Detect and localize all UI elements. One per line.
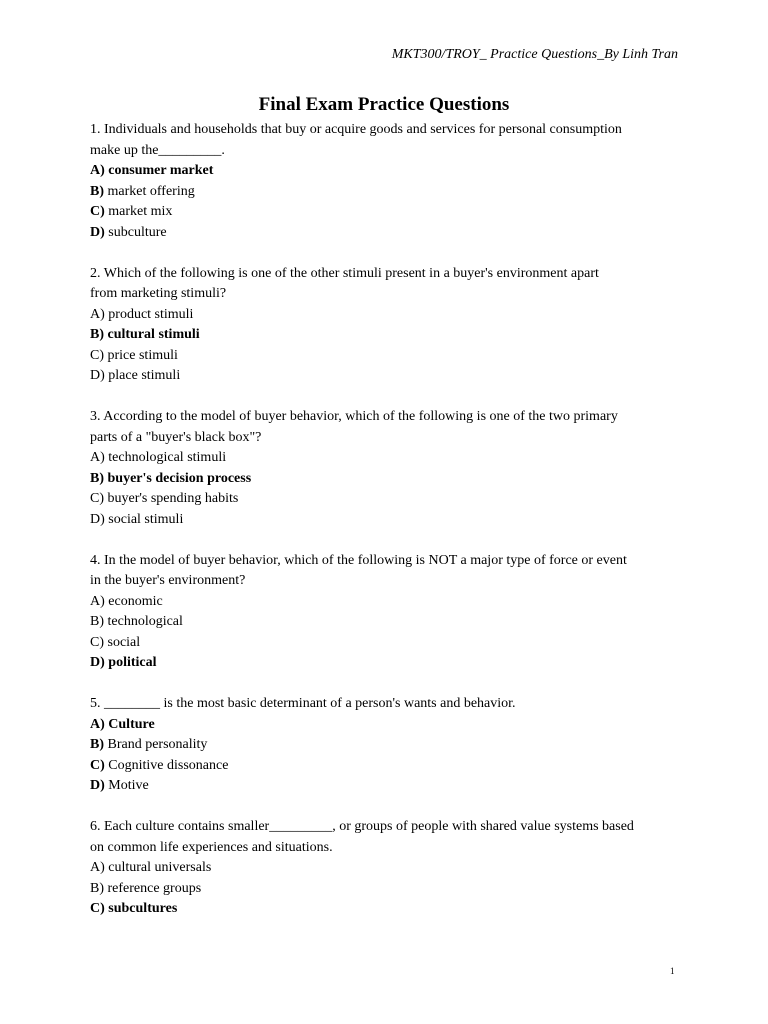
- answer-option: [90, 879, 690, 900]
- option-letter: B): [90, 470, 104, 486]
- option-letter: B): [90, 737, 104, 752]
- option-text: place stimuli: [108, 368, 181, 383]
- option-letter: C): [90, 347, 104, 363]
- question-text-line: 2. Which of the following is one of the other stimuli present in a buyer's environment apart: [90, 265, 599, 281]
- answer-option: [90, 366, 690, 387]
- question-4: [90, 551, 690, 674]
- option-text: market offering: [107, 183, 195, 199]
- answer-option: [90, 448, 690, 469]
- answer-option: [90, 612, 690, 633]
- question-3: [90, 407, 690, 530]
- option-letter: A): [90, 860, 105, 875]
- option-letter: C): [90, 901, 105, 916]
- option-letter: A): [90, 716, 105, 732]
- option-text: product stimuli: [108, 306, 194, 322]
- answer-option-correct: [90, 325, 690, 346]
- question-text-line: 6. Each culture contains smaller_________, or groups of people with shared value systems based: [90, 819, 634, 834]
- answer-option: [90, 223, 690, 244]
- answer-option: [90, 182, 690, 203]
- option-text: price stimuli: [107, 347, 178, 363]
- option-text: political: [108, 655, 157, 670]
- answer-option-correct: [90, 469, 690, 490]
- answer-option-correct: [90, 715, 690, 736]
- option-letter: A): [90, 163, 105, 178]
- option-letter: C): [90, 757, 105, 773]
- option-letter: D): [90, 778, 105, 793]
- question-6: [90, 817, 690, 920]
- question-2: [90, 264, 690, 387]
- question-text-line: 4. In the model of buyer behavior, which of the following is NOT a major type of force or event: [90, 552, 627, 568]
- answer-option: [90, 756, 690, 777]
- answer-option: [90, 305, 690, 326]
- option-letter: B): [90, 183, 104, 199]
- question-5: [90, 694, 690, 797]
- option-text: technological stimuli: [108, 450, 227, 465]
- option-letter: B): [90, 880, 104, 896]
- page-header: MKT300/TROY_ Practice Questions_By Linh Tran: [391, 47, 678, 62]
- option-letter: B): [90, 614, 104, 629]
- option-text: subcultures: [108, 901, 178, 916]
- option-letter: B): [90, 327, 104, 342]
- answer-option: [90, 592, 690, 613]
- option-letter: A): [90, 593, 105, 609]
- option-letter: C): [90, 491, 104, 506]
- answer-option: [90, 776, 690, 797]
- option-text: buyer's decision process: [107, 470, 252, 486]
- option-text: social stimuli: [108, 511, 184, 527]
- answer-option: [90, 633, 690, 654]
- page-number: 1: [670, 966, 675, 976]
- option-letter: D): [90, 224, 105, 240]
- option-text: buyer's spending habits: [107, 491, 239, 506]
- option-text: Cognitive dissonance: [108, 757, 229, 773]
- answer-option: [90, 489, 690, 510]
- option-text: Brand personality: [107, 737, 208, 752]
- answer-option-correct: [90, 653, 690, 674]
- question-1: [90, 120, 690, 243]
- option-letter: A): [90, 306, 105, 322]
- option-text: Culture: [108, 716, 155, 732]
- option-text: reference groups: [107, 880, 202, 896]
- answer-option-correct: [90, 899, 690, 920]
- option-letter: A): [90, 450, 105, 465]
- question-text-line: make up the_________.: [90, 142, 225, 158]
- question-text-line: 1. Individuals and households that buy or acquire goods and services for personal consumption: [90, 122, 622, 137]
- option-letter: D): [90, 511, 105, 527]
- option-letter: D): [90, 368, 105, 383]
- question-text-line: 5. ________ is the most basic determinant of a person's wants and behavior.: [90, 696, 516, 711]
- question-list: [90, 120, 690, 940]
- answer-option-correct: [90, 161, 690, 182]
- answer-option: [90, 858, 690, 879]
- answer-option: [90, 735, 690, 756]
- question-text-line: in the buyer's environment?: [90, 573, 246, 588]
- question-text-line: parts of a "buyer's black box"?: [90, 429, 262, 445]
- question-text-line: from marketing stimuli?: [90, 286, 227, 301]
- option-text: subculture: [108, 224, 167, 240]
- answer-option: [90, 346, 690, 367]
- option-text: Motive: [108, 778, 149, 793]
- question-text-line: 3. According to the model of buyer behavior, which of the following is one of the two primary: [90, 409, 618, 424]
- question-text-line: on common life experiences and situations.: [90, 839, 333, 855]
- option-text: cultural universals: [108, 860, 212, 875]
- option-letter: C): [90, 634, 104, 650]
- answer-option: [90, 510, 690, 531]
- option-text: market mix: [108, 204, 173, 219]
- option-text: consumer market: [108, 163, 214, 178]
- option-text: cultural stimuli: [107, 327, 200, 342]
- option-text: social: [107, 634, 141, 650]
- option-text: technological: [107, 614, 183, 629]
- option-letter: D): [90, 655, 105, 670]
- option-letter: C): [90, 204, 105, 219]
- option-text: economic: [108, 593, 163, 609]
- answer-option: [90, 202, 690, 223]
- page-title: Final Exam Practice Questions: [258, 94, 510, 115]
